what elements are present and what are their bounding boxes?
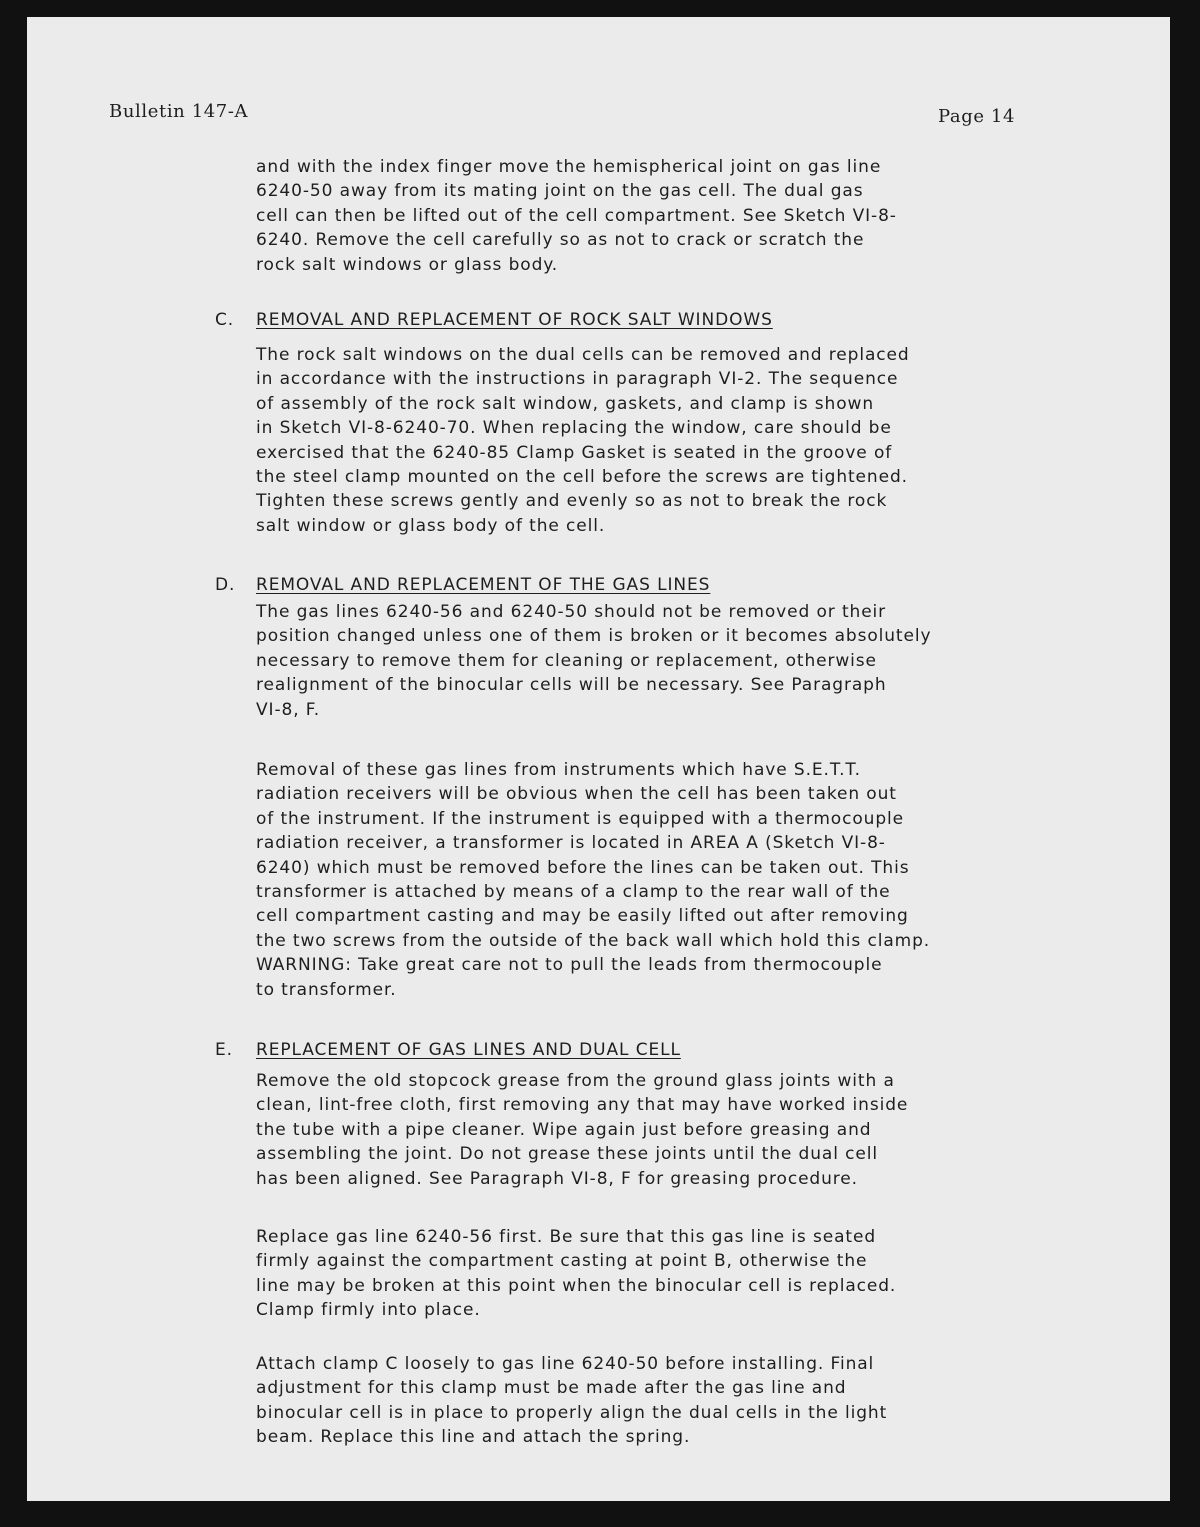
section-e-paragraph-2: Replace gas line 6240-56 first. Be sure that this gas line is seated firmly against the compartment casting at point B, otherwise the line may be broken at this point when the binocular cell is replaced. Clamp firmly into place.: [256, 1227, 897, 1321]
section-c-paragraph: The rock salt windows on the dual cells can be removed and replaced in accordance with the instructions in paragraph VI-2. The sequence of assembly of the rock salt window, gaskets, and clamp is shown in Sketch VI-8-6240-70. When replacing the window, care should be exercised that the 6240-85 Clamp Gasket is seated in the groove of the steel clamp mounted on the cell before the screws are tightened. Tighten these screws gently and evenly so as not to break the rock salt window or glass body of the cell.: [256, 345, 910, 536]
intro-paragraph: and with the index finger move the hemispherical joint on gas line 6240-50 away from its mating joint on the gas cell. The dual gas cell can then be lifted out of the cell compartment. See Sketch VI-8- 6240. Remove the cell carefully so as not to crack or scratch the rock salt windows or glass body.: [256, 157, 897, 275]
section-d-letter: D.: [215, 575, 236, 595]
section-d-heading: REMOVAL AND REPLACEMENT OF THE GAS LINES: [256, 575, 711, 595]
section-e-paragraph-1: Remove the old stopcock grease from the ground glass joints with a clean, lint-free cloth, first removing any that may have worked inside the tube with a pipe cleaner. Wipe again just before greasing and assembling the joint. Do not grease these joints until the dual cell has been aligned. See Paragraph VI-8, F for greasing procedure.: [256, 1071, 909, 1189]
section-e-paragraph-3: Attach clamp C loosely to gas line 6240-50 before installing. Final adjustment for this clamp must be made after the gas line and binocular cell is in place to properly align the dual cells in the light beam. Replace this line and attach the spring.: [256, 1354, 888, 1448]
section-c-letter: C.: [215, 310, 235, 330]
section-e-letter: E.: [215, 1040, 233, 1060]
section-c-heading: REMOVAL AND REPLACEMENT OF ROCK SALT WINDOWS: [256, 310, 773, 330]
section-d-paragraph-1: The gas lines 6240-56 and 6240-50 should not be removed or their position changed unless one of them is broken or it becomes absolutely necessary to remove them for cleaning or replacement, otherwise realignment of the binocular cells will be necessary. See Paragraph VI-8, F.: [256, 602, 932, 720]
section-d-paragraph-2: Removal of these gas lines from instruments which have S.E.T.T. radiation receivers will be obvious when the cell has been taken out of the instrument. If the instrument is equipped with a thermocouple radiation receiver, a transformer is located in AREA A (Sketch VI-8- 6240) which must be removed before the lines can be taken out. This transformer is attached by means of a clamp to the rear wall of the cell compartment casting and may be easily lifted out after removing the two screws from the outside of the back wall which hold this clamp. WARNING: Take great care not to pull the leads from thermocouple to transformer.: [256, 760, 931, 1000]
section-e-heading: REPLACEMENT OF GAS LINES AND DUAL CELL: [256, 1040, 681, 1060]
page-number: Page 14: [938, 106, 1016, 127]
bulletin-number: Bulletin 147-A: [109, 101, 249, 122]
